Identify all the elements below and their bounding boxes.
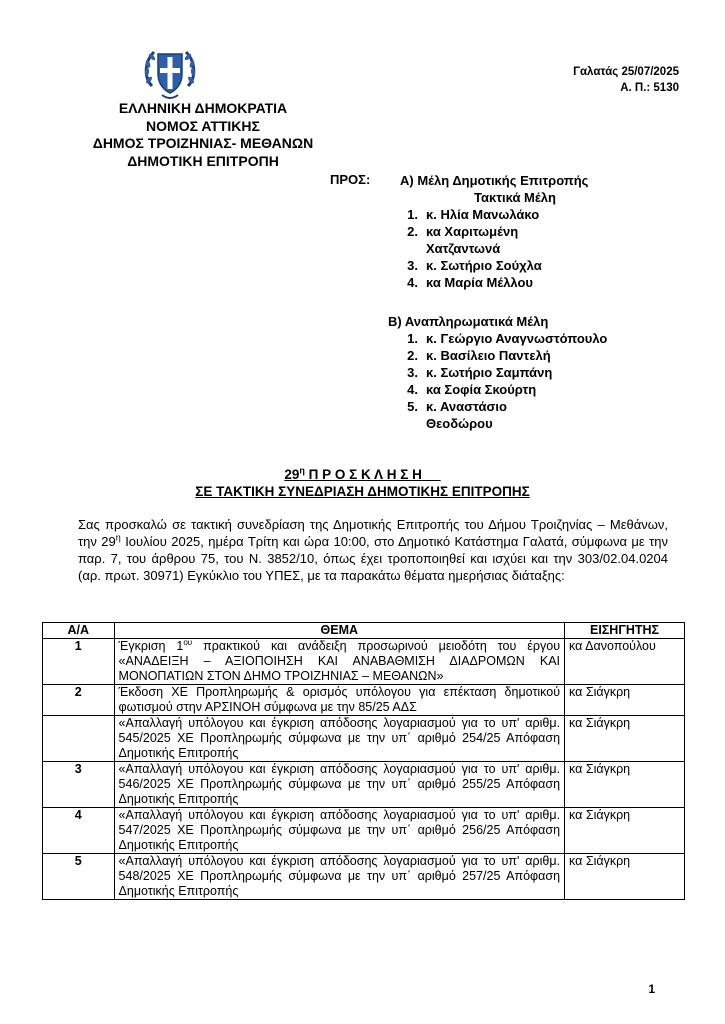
member-item: 1. κ. Ηλία Μανωλάκο — [407, 207, 540, 222]
table-row: «Απαλλαγή υπόλογου και έγκριση απόδοσης λογαριασμού για το υπ' αριθμ. 545/2025 ΧΕ Προπληρωμής σύμφωνα με την υπ΄ αριθμό 254/25 Απόφαση Δημοτικής Επιτροπής κα Σιάγκρη — [43, 716, 685, 762]
table-row: 3 «Απαλλαγή υπόλογου και έγκριση απόδοσης λογαριασμού για το υπ' αριθμ. 546/2025 ΧΕ Προπληρωμής σύμφωνα με την υπ΄ αριθμό 255/25 Απόφαση Δημοτικής Επιτροπής κα Σιάγκρη — [43, 762, 685, 808]
issuer-line: ΕΛΛΗΝΙΚΗ ΔΗΜΟΚΡΑΤΙΑ — [118, 100, 288, 116]
header-aa: Α/Α — [43, 623, 115, 639]
invitation-subtitle: ΣΕ ΤΑΚΤΙΚΗ ΣΥΝΕΔΡΙΑΣΗ ΔΗΜΟΤΙΚΗΣ ΕΠΙΤΡΟΠΗΣ — [195, 483, 530, 499]
issuer-line: ΝΟΜΟΣ ΑΤΤΙΚΗΣ — [146, 117, 260, 134]
table-row: 4 «Απαλλαγή υπόλογου και έγκριση απόδοσης λογαριασμού για το υπ' αριθμ. 547/2025 ΧΕ Προπληρωμής σύμφωνα με την υπ΄ αριθμό 256/25 Απόφαση Δημοτικής Επιτροπής κα Σιάγκρη — [43, 808, 685, 854]
protocol-number: Α. Π.: 5130 — [620, 82, 679, 94]
member-item: 3. κ. Σωτήριο Σαμπάνη — [407, 365, 553, 380]
intro-paragraph: Σας προσκαλώ σε τακτική συνεδρίαση της Δημοτικής Επιτροπής του Δήμου Τροιζηνίας – Μεθάνων, την $29^\eta$ Ιουλίου 2025, ημέρα Τρίτη και ώρα 10:00, στο Δημοτικό Κατάστημα Γαλατά, σύμφωνα με την παρ. 7, του άρθρου 75, του Ν. 3852/10, όπως έχει τροποποιηθεί και ισχύει και την 303/02.04.0204 (αρ. πρωτ. 30971) Εγκύκλιο του ΥΠΕΣ, με τα παρακάτω θέματα ημερήσιας διάταξης: — [78, 517, 668, 583]
header-topic: ΘΕΜΑ — [114, 623, 565, 639]
issuer-line: ΔΗΜΟΣ ΤΡΟΙΖΗΝΙΑΣ- ΜΕΘΑΝΩΝ — [92, 135, 314, 151]
section-a-members — [388, 206, 646, 291]
section-a-subtitle: Τακτικά Μέλη — [474, 190, 556, 205]
page-number: 1 — [648, 982, 655, 996]
agenda-table — [42, 622, 685, 900]
table-row: 5 «Απαλλαγή υπόλογου και έγκριση απόδοσης λογαριασμού για το υπ' αριθμ. 548/2025 ΧΕ Προπληρωμής σύμφωνα με την υπ΄ αριθμό 257/25 Απόφαση Δημοτικής Επιτροπής κα Σιάγκρη — [43, 854, 685, 900]
header-rapporteur: ΕΙΣΗΓΗΤΗΣ — [565, 623, 685, 639]
section-b-title: Β) Αναπληρωματικά Μέλη — [388, 314, 549, 329]
section-b-members — [388, 330, 646, 432]
table-header-row — [43, 623, 685, 639]
invitation-heading — [0, 462, 725, 500]
greek-emblem-icon — [138, 40, 202, 104]
member-item: 3. κ. Σωτήριο Σούχλα — [407, 258, 542, 273]
date-protocol-block — [573, 64, 679, 96]
issuer-block — [78, 100, 328, 170]
member-item: 2. κα Χαριτωμένη Χατζαντωνά — [407, 224, 519, 256]
recipients-label: ΠΡΟΣ: — [330, 172, 371, 187]
section-a-title: Α) Μέλη Δημοτικής Επιτροπής — [400, 173, 589, 188]
member-item: 1. κ. Γεώργιο Αναγνωστόπουλο — [407, 331, 608, 346]
table-row: 1 Έγκριση $1^{o\upsilon}$ πρακτικού και ανάδειξη προσωρινού μειοδότη του έργου «ΑΝΑΔΕΙΞΗ – ΑΞΙΟΠΟΙΗΣΗ ΚΑΙ ΑΝΑΒΑΘΜΙΣΗ ΔΙΑΔΡΟΜΩΝ ΚΑΙ ΜΟΝΟΠΑΤΙΩΝ ΣΤΟΝ ΔΗΜΟ ΤΡΟΙΖΗΝΙΑΣ – ΜΕΘΑΝΩΝ» κα Δανοπούλου — [43, 639, 685, 685]
issuer-line: ΔΗΜΟΤΙΚΗ ΕΠΙΤΡΟΠΗ — [127, 152, 279, 169]
member-item: 4. κα Σοφία Σκούρτη — [407, 382, 537, 397]
member-item: 5. κ. Αναστάσιο Θεοδώρου — [407, 399, 507, 431]
member-item: 2. κ. Βασίλειο Παντελή — [407, 348, 551, 363]
member-item: 4. κα Μαρία Μέλλου — [407, 275, 534, 290]
invitation-title: $29^\eta$ Π Ρ Ο Σ Κ Λ Η Σ Η — [284, 465, 422, 482]
document-date: Γαλατάς 25/07/2025 — [573, 66, 679, 78]
table-row: 2 Έκδοση ΧΕ Προπληρωμής & ορισμός υπόλογου για επέκταση δημοτικού φωτισμού στην ΑΡΣΙΝΟΗ σύμφωνα με την 85/25 ΑΔΣ κα Σιάγκρη — [43, 685, 685, 716]
